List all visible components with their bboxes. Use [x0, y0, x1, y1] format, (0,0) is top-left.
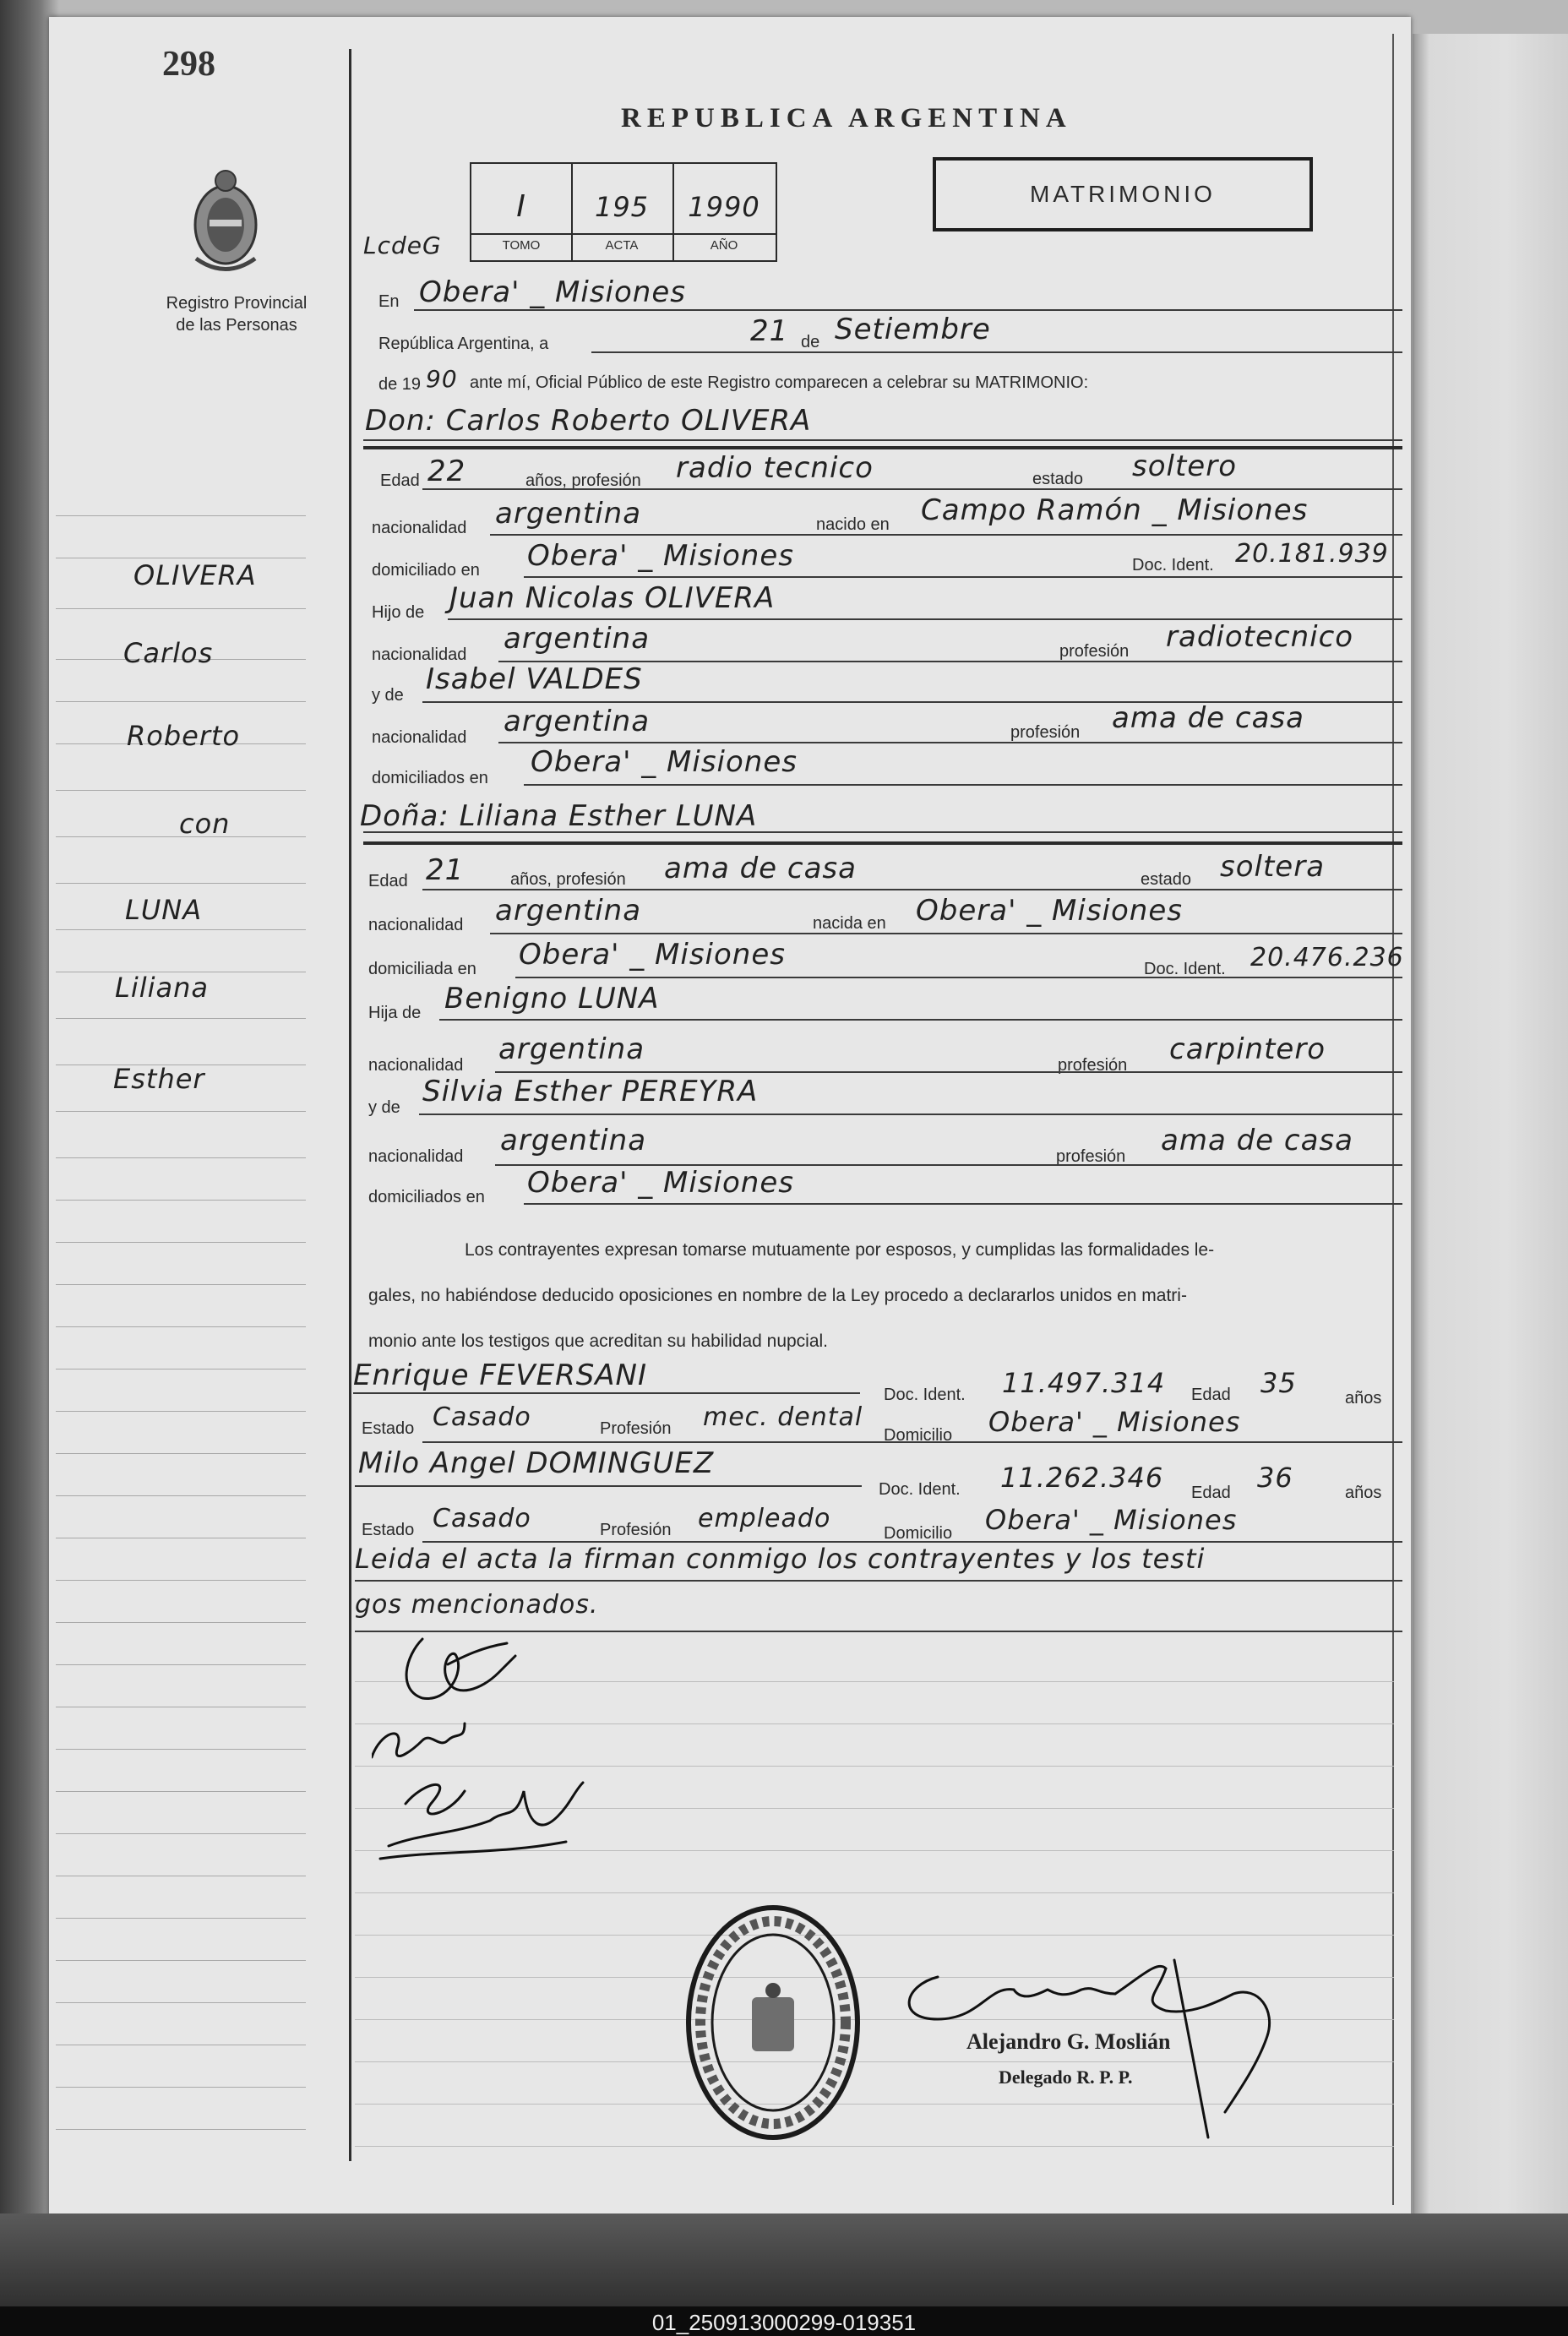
witness-2-profession: empleado — [698, 1504, 831, 1533]
official-name: Alejandro G. Moslián — [966, 2029, 1171, 2054]
ano-value: 1990 — [688, 191, 760, 223]
bride-parents-dom-label: domiciliados en — [368, 1188, 485, 1206]
signature-groom — [406, 1639, 515, 1698]
register-page — [49, 17, 1411, 2229]
bride-estado: soltera — [1220, 850, 1326, 884]
bride-father-prof-label: profesión — [1058, 1056, 1128, 1075]
groom-profession: radio tecnico — [676, 451, 874, 485]
declaration-line-1: Los contrayentes expresan tomarse mutuamente por esposos, y cumplidas las formalidades le- — [465, 1240, 1215, 1260]
bride-father: Benigno LUNA — [444, 982, 660, 1016]
margin-divider — [349, 49, 351, 2161]
groom-mother-prof: ama de casa — [1112, 701, 1304, 735]
official-title: Delegado R. P. P. — [999, 2066, 1133, 2088]
margin-name-surname: OLIVERA — [133, 559, 257, 591]
margin-name-carlos: Carlos — [123, 637, 214, 669]
de-label: de — [801, 333, 820, 351]
witness-1-age: 35 — [1260, 1367, 1297, 1399]
scanner-bottom-edge — [0, 2213, 1568, 2306]
groom-nationality: argentina — [495, 497, 642, 531]
groom-father-label: Hijo de — [372, 603, 425, 622]
bride-nationality: argentina — [495, 894, 642, 928]
bride-age-label: Edad — [368, 872, 408, 890]
bride-birthplace: Obera' _ Misiones — [916, 894, 1183, 928]
signatures-cluster — [372, 1622, 642, 1909]
signature-stroke — [448, 1643, 507, 1664]
witness-2-domicile: Obera' _ Misiones — [985, 1504, 1238, 1536]
bride-parents-dom: Obera' _ Misiones — [527, 1166, 794, 1200]
bride-mother-nat-label: nacionalidad — [368, 1147, 464, 1166]
next-page-edge — [1413, 34, 1568, 2256]
signature-witness-1 — [406, 1784, 465, 1814]
witness-1-doc: 11.497.314 — [1002, 1367, 1166, 1399]
groom-prof-label: años, profesión — [525, 471, 641, 490]
witness-1-estado: Casado — [433, 1402, 531, 1432]
witness-1-name: Enrique FEVERSANI — [353, 1359, 648, 1392]
groom-father-nat: argentina — [504, 622, 651, 656]
groom-estado-label: estado — [1032, 470, 1084, 488]
declaration-line-3: monio ante los testigos que acreditan su habilidad nupcial. — [368, 1331, 829, 1351]
groom-doc: 20.181.939 — [1235, 539, 1389, 569]
marriage-place: Obera' _ Misiones — [419, 275, 686, 309]
declaration-line-2: gales, no habiéndose deducido oposiciones en nombre de la Ley procedo a declararlos unidos en matri- — [368, 1286, 1187, 1305]
tomo-label: TOMO — [502, 238, 541, 253]
marriage-year: 90 — [426, 365, 458, 393]
signature-bride — [372, 1723, 465, 1757]
groom-doc-label: Doc. Ident. — [1132, 556, 1214, 574]
witness-1-domicile: Obera' _ Misiones — [988, 1406, 1241, 1438]
groom-mother-nat: argentina — [504, 705, 651, 738]
witness-2-prof-label: Profesión — [600, 1521, 672, 1539]
groom-mother: Isabel VALDES — [426, 662, 643, 696]
witness-2-estado-label: Estado — [362, 1521, 415, 1539]
scan-id: 01_250913000299-019351 — [651, 2310, 917, 2335]
bride-father-nat: argentina — [498, 1032, 645, 1066]
page-number: 298 — [162, 45, 215, 84]
witness-2-age: 36 — [1257, 1462, 1293, 1494]
bride-age: 21 — [426, 853, 465, 887]
registry-name: Registro Provincial de las Personas — [166, 294, 308, 335]
witness-1-prof-label: Profesión — [600, 1419, 672, 1438]
groom-birthplace: Campo Ramón _ Misiones — [921, 493, 1309, 527]
groom-mother-label: y de — [372, 686, 404, 705]
margin-name-esther: Esther — [113, 1063, 205, 1095]
bride-profession: ama de casa — [664, 852, 857, 885]
ano-label: AÑO — [710, 238, 738, 253]
bride-mother-prof: ama de casa — [1161, 1124, 1353, 1157]
bride-heading: Doña: Liliana Esther LUNA — [360, 799, 758, 833]
bride-father-nat-label: nacionalidad — [368, 1056, 464, 1075]
margin-connector: con — [179, 808, 231, 840]
bride-father-label: Hija de — [368, 1004, 422, 1022]
bride-dom-label: domiciliada en — [368, 960, 476, 978]
marriage-month: Setiembre — [835, 313, 991, 346]
witness-2-estado: Casado — [433, 1504, 531, 1533]
record-prefix-note: LcdeG — [363, 231, 442, 259]
groom-age: 22 — [427, 455, 466, 488]
official-seal — [679, 1899, 867, 2146]
witness-2-doc: 11.262.346 — [1000, 1462, 1164, 1494]
acta-value: 195 — [594, 191, 650, 223]
groom-age-label: Edad — [380, 471, 420, 490]
bride-mother-prof-label: profesión — [1056, 1147, 1126, 1166]
bride-father-prof: carpintero — [1169, 1032, 1326, 1066]
groom-born-label: nacido en — [816, 515, 890, 534]
right-border — [1392, 34, 1394, 2205]
document-type-box: MATRIMONIO — [933, 157, 1313, 231]
acta-label: ACTA — [605, 238, 639, 253]
witness-2-years-label: años — [1345, 1484, 1382, 1502]
witness-1-estado-label: Estado — [362, 1419, 415, 1438]
appearance-statement: ante mí, Oficial Público de este Registro comparecen a celebrar su MATRIMONIO: — [470, 373, 1089, 392]
bride-mother-label: y de — [368, 1098, 400, 1117]
closing-line-2: gos mencionados. — [355, 1590, 599, 1620]
bride-mother: Silvia Esther PEREYRA — [422, 1075, 759, 1108]
bride-domicile: Obera' _ Misiones — [519, 938, 786, 972]
witness-1-years-label: años — [1345, 1389, 1382, 1408]
header-title: REPUBLICA ARGENTINA — [621, 103, 1072, 133]
bride-mother-nat: argentina — [500, 1124, 647, 1157]
groom-dom-label: domiciliado en — [372, 561, 480, 580]
groom-parents-dom: Obera' _ Misiones — [531, 745, 798, 779]
tomo-value: I — [516, 189, 526, 224]
republica-label: República Argentina, a — [378, 335, 549, 353]
groom-estado: soltero — [1132, 449, 1237, 483]
groom-father-prof-label: profesión — [1059, 642, 1130, 661]
groom-heading: Don: Carlos Roberto OLIVERA — [365, 404, 812, 438]
groom-nat-label: nacionalidad — [372, 519, 467, 537]
groom-mother-nat-label: nacionalidad — [372, 728, 467, 747]
witness-1-age-label: Edad — [1191, 1386, 1231, 1404]
margin-name-luna: LUNA — [125, 894, 203, 926]
groom-parents-dom-label: domiciliados en — [372, 769, 488, 787]
bride-born-label: nacida en — [813, 914, 886, 933]
groom-father: Juan Nicolas OLIVERA — [449, 581, 776, 615]
bride-estado-label: estado — [1141, 870, 1192, 889]
margin-name-roberto: Roberto — [127, 720, 241, 752]
groom-father-prof: radiotecnico — [1166, 620, 1354, 654]
witness-1-dom-label: Domicilio — [884, 1426, 953, 1445]
record-number-box — [470, 162, 777, 262]
groom-father-nat-label: nacionalidad — [372, 645, 467, 664]
bride-prof-label: años, profesión — [510, 870, 626, 889]
witness-2-age-label: Edad — [1191, 1484, 1231, 1502]
groom-domicile: Obera' _ Misiones — [527, 539, 794, 573]
bride-nat-label: nacionalidad — [368, 916, 464, 934]
en-label: En — [378, 292, 400, 311]
closing-line-1: Leida el acta la firman conmigo los contrayentes y los testi — [355, 1543, 1206, 1575]
marriage-day: 21 — [750, 314, 789, 348]
groom-mother-prof-label: profesión — [1010, 723, 1081, 742]
witness-2-dom-label: Domicilio — [884, 1524, 953, 1543]
witness-1-profession: mec. dental — [703, 1402, 863, 1432]
year-prefix: de 19 — [378, 375, 422, 394]
bride-doc-label: Doc. Ident. — [1144, 960, 1226, 978]
witness-2-doc-label: Doc. Ident. — [879, 1480, 961, 1499]
coat-of-arms-icon — [184, 166, 267, 275]
witness-2-name: Milo Angel DOMINGUEZ — [358, 1446, 715, 1480]
margin-name-liliana: Liliana — [115, 972, 209, 1004]
bride-doc: 20.476.236 — [1250, 943, 1404, 972]
witness-1-doc-label: Doc. Ident. — [884, 1386, 966, 1404]
